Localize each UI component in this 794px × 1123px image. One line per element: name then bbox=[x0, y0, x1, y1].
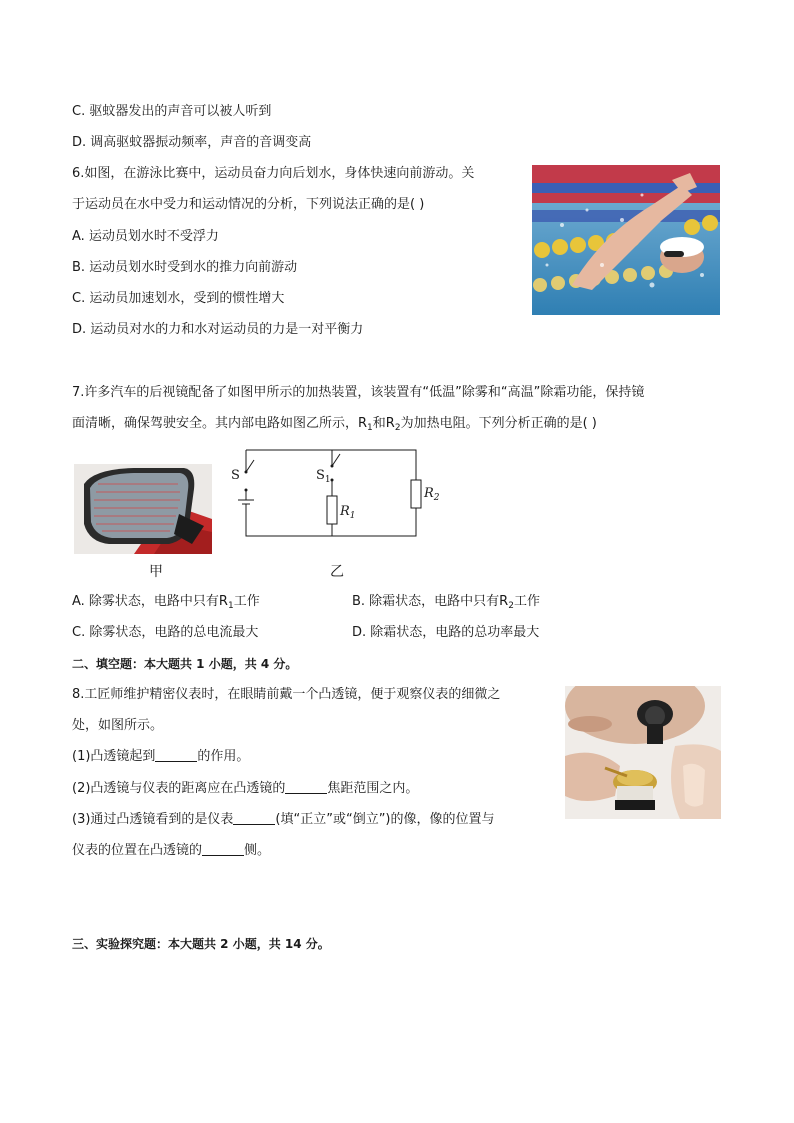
swimmer-photo bbox=[532, 165, 720, 315]
switch-s1-letter: S bbox=[316, 468, 325, 483]
q8-sub3-line2-pre: 仪表的位置在凸透镜的 bbox=[72, 843, 203, 858]
q8-sub1 bbox=[72, 748, 249, 766]
q8-sub3-pre: (3)通过凸透镜看到的是仪表 bbox=[72, 812, 234, 827]
q8-blank-3[interactable] bbox=[233, 812, 275, 825]
r1-label bbox=[340, 504, 356, 521]
r2-letter: R bbox=[424, 486, 434, 501]
q6-stem-line1: 6.如图，在游泳比赛中，运动员奋力向后划水，身体快速向前游动。关 bbox=[72, 166, 475, 181]
q7-option-a-post: 工作 bbox=[233, 594, 260, 609]
q8-sub2-pre: (2)凸透镜与仪表的距离应在凸透镜的 bbox=[72, 781, 286, 796]
mirror-photo bbox=[74, 464, 212, 554]
q8-sub2 bbox=[72, 780, 418, 798]
q6-option-d: D. 运动员对水的力和水对运动员的力是一对平衡力 bbox=[72, 322, 364, 337]
figure-caption-jia: 甲 bbox=[149, 564, 163, 580]
q7-stem-text-a: 面清晰，确保驾驶安全。其内部电路如图乙所示，R bbox=[72, 416, 368, 431]
q8-blank-4[interactable] bbox=[202, 843, 244, 856]
q7-option-d: D. 除霜状态，电路的总功率最大 bbox=[352, 625, 540, 640]
figure-caption-yi: 乙 bbox=[330, 564, 344, 580]
section2-heading: 二、填空题：本大题共 1 小题，共 4 分。 bbox=[72, 657, 298, 671]
switch-s-label: S bbox=[231, 468, 240, 483]
q8-sub1-pre: (1)凸透镜起到 bbox=[72, 749, 156, 764]
q7-option-a bbox=[72, 593, 260, 615]
q7-option-b-pre: B. 除霜状态，电路中只有R bbox=[352, 594, 509, 609]
q6-stem-line2: 于运动员在水中受力和运动情况的分析，下列说法正确的是( ) bbox=[72, 197, 425, 212]
q7-option-c: C. 除雾状态，电路的总电流最大 bbox=[72, 625, 259, 640]
section3-heading: 三、实验探究题：本大题共 2 小题，共 14 分。 bbox=[72, 937, 330, 951]
q5-option-d: D. 调高驱蚊器振动频率，声音的音调变高 bbox=[72, 135, 312, 150]
q7-option-b-post: 工作 bbox=[513, 594, 540, 609]
q6-option-b: B. 运动员划水时受到水的推力向前游动 bbox=[72, 260, 298, 275]
r1-letter: R bbox=[340, 504, 350, 519]
circuit-diagram bbox=[228, 446, 440, 542]
q8-blank-2[interactable] bbox=[285, 781, 327, 794]
q8-sub3-line2-post: 侧。 bbox=[244, 843, 271, 858]
q8-sub3-post: (填“正立”或“倒立”)的像，像的位置与 bbox=[275, 812, 495, 827]
switch-s1-sub: 1 bbox=[324, 475, 331, 485]
q6-option-a: A. 运动员划水时不受浮力 bbox=[72, 229, 219, 244]
r2-sub: 2 bbox=[433, 493, 440, 503]
r2-label bbox=[424, 486, 440, 503]
q7-stem-line1: 7.许多汽车的后视镜配备了如图甲所示的加热装置，该装置有“低温”除雾和“高温”除霜功能，保持镜 bbox=[72, 385, 645, 400]
q6-option-c: C. 运动员加速划水，受到的惯性增大 bbox=[72, 291, 285, 306]
q7-stem-sub2: 2 bbox=[394, 423, 401, 433]
watchmaker-photo bbox=[565, 686, 721, 819]
q7-stem-text-b: 和R bbox=[372, 416, 395, 431]
switch-s1-label bbox=[316, 468, 331, 485]
q5-option-c: C. 驱蚊器发出的声音可以被人听到 bbox=[72, 104, 272, 119]
q8-sub3 bbox=[72, 811, 495, 829]
q7-option-b bbox=[352, 593, 540, 615]
q8-sub2-post: 焦距范围之内。 bbox=[327, 781, 419, 796]
q8-sub1-post: 的作用。 bbox=[197, 749, 250, 764]
q7-option-b-sub: 2 bbox=[508, 601, 514, 611]
q7-stem-sub1: 1 bbox=[367, 423, 373, 433]
q7-option-a-pre: A. 除雾状态，电路中只有R bbox=[72, 594, 228, 609]
q8-stem-line1: 8.工匠师维护精密仪表时，在眼睛前戴一个凸透镜，便于观察仪表的细微之 bbox=[72, 687, 501, 702]
q8-sub3-line2 bbox=[72, 842, 270, 860]
q8-blank-1[interactable] bbox=[155, 749, 197, 762]
q7-stem-line2 bbox=[72, 415, 597, 437]
q7-stem-text-c: 为加热电阻。下列分析正确的是( ) bbox=[400, 416, 597, 431]
q7-option-a-sub: 1 bbox=[227, 601, 234, 611]
r1-sub: 1 bbox=[349, 511, 356, 521]
q8-stem-line2: 处，如图所示。 bbox=[72, 718, 164, 733]
